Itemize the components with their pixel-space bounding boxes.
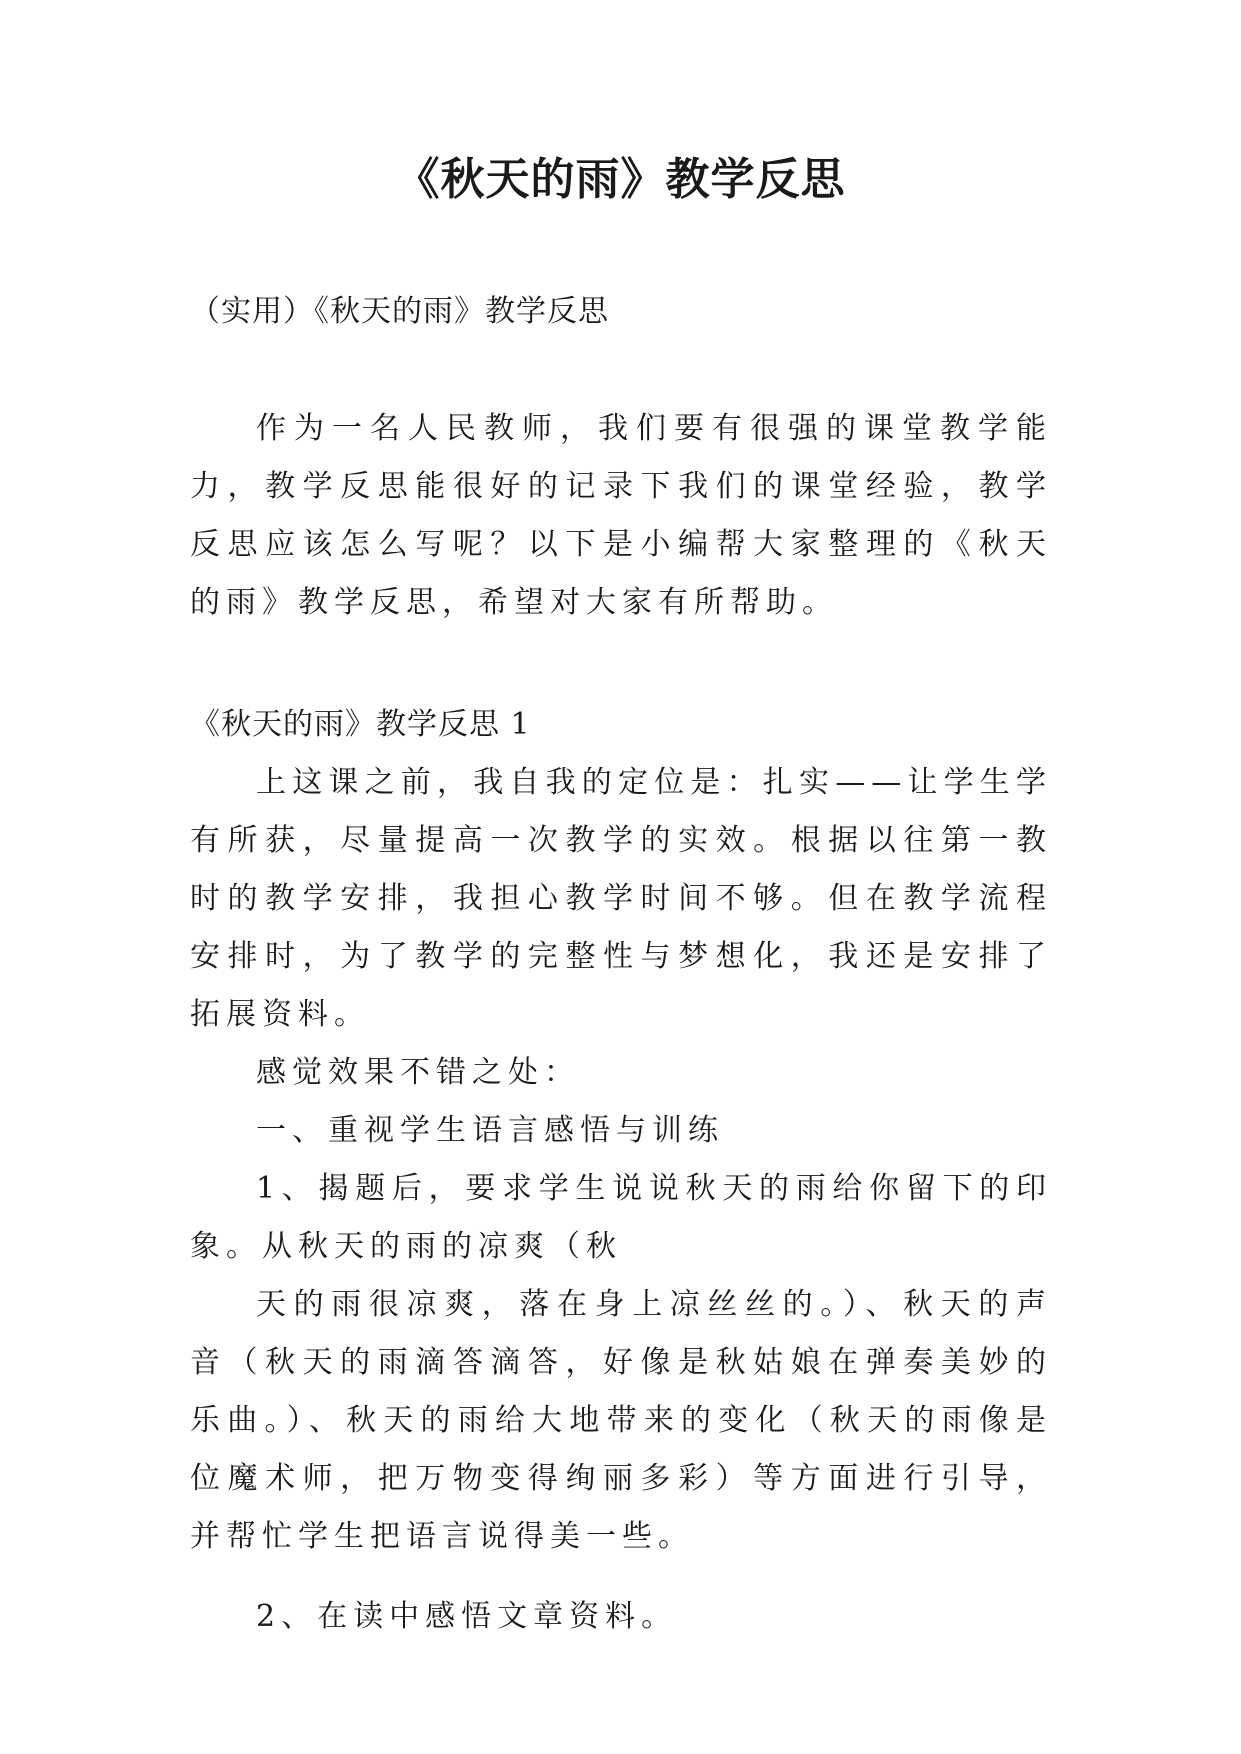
- document-title: 《秋天的雨》教学反思: [395, 154, 846, 205]
- section-heading: 《秋天的雨》教学反思 1: [190, 707, 531, 742]
- paragraph-4: 1、揭题后，要求学生说说秋天的雨给你留下的印象。从秋天的雨的凉爽（秋: [190, 1171, 1052, 1264]
- paragraph-3: 一、重视学生语言感悟与训练: [256, 1113, 724, 1148]
- intro-paragraph: 作为一名人民教师，我们要有很强的课堂教学能力，教学反思能很好的记录下我们的课堂经验，教学反思应该怎么写呢？以下是小编帮大家整理的《秋天的雨》教学反思，希望对大家有所帮助。: [190, 411, 1052, 620]
- paragraph-6: 2、在读中感悟文章资料。: [256, 1599, 678, 1634]
- paragraph-1: 上这课之前，我自我的定位是：扎实——让学生学有所获，尽量提高一次教学的实效。根据以往第一教时的教学安排，我担心教学时间不够。但在教学流程安排时，为了教学的完整性与梦想化，我还是安排了拓展资料。: [190, 765, 1052, 1032]
- paragraph-5: 天的雨很凉爽，落在身上凉丝丝的。）、秋天的声音（秋天的雨滴答滴答，好像是秋姑娘在弹奏美妙的乐曲。）、秋天的雨给大地带来的变化（秋天的雨像是位魔术师，把万物变得绚丽多彩）等方面进行引导，并帮忙学生把语言说得美一些。: [190, 1287, 1052, 1554]
- section-1: [190, 696, 1052, 1646]
- document-subtitle: （实用）《秋天的雨》教学反思: [190, 294, 609, 329]
- paragraph-2: 感觉效果不错之处：: [256, 1055, 580, 1090]
